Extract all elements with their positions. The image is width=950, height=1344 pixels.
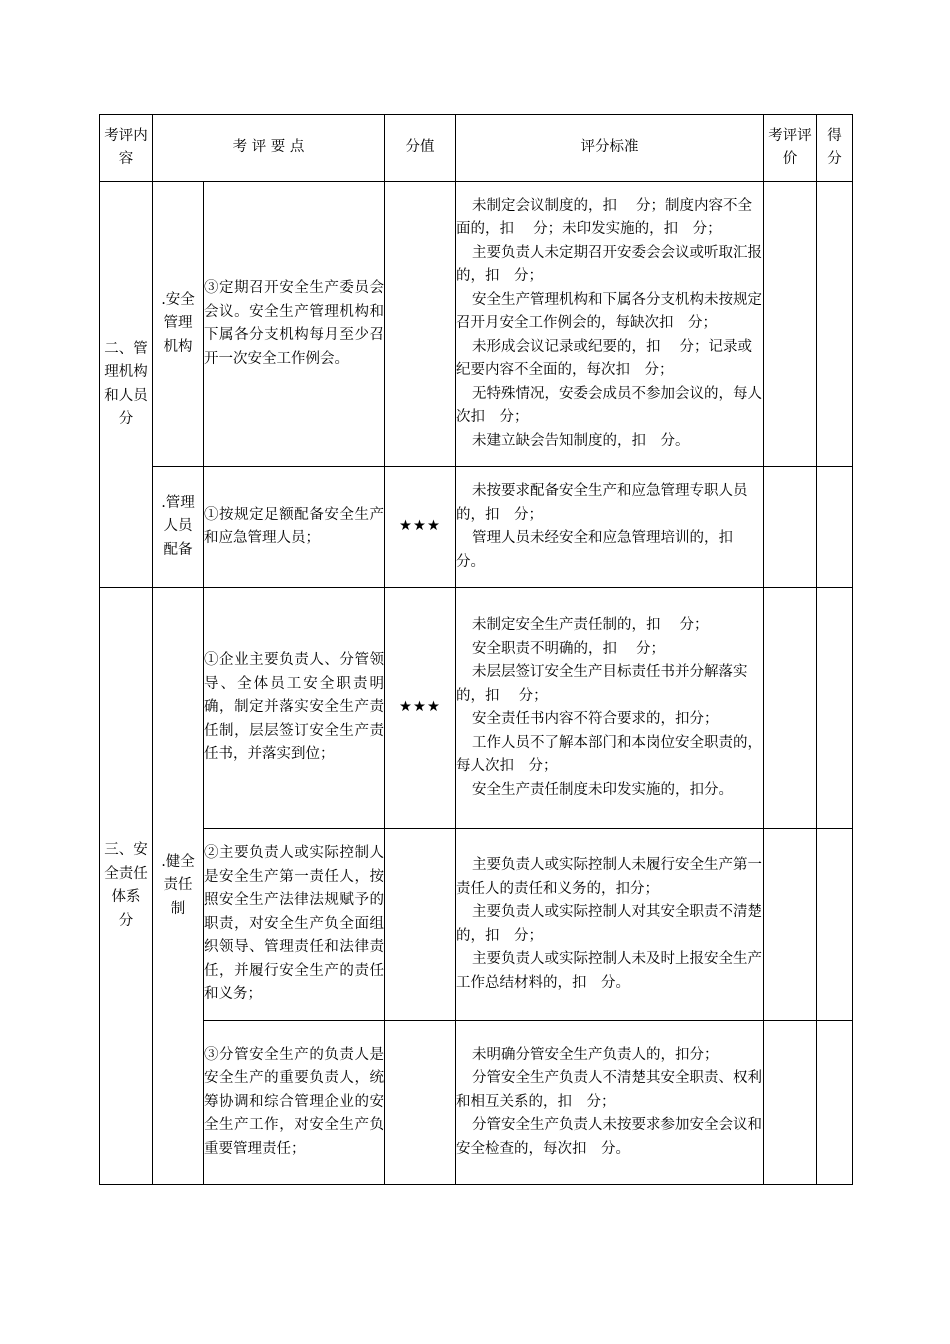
evaluation-point: ①企业主要负责人、分管领导、全体员工安全职责明确，制定并落实安全生产责任制，层层签订安全生产责任书，并落实到位； [204, 588, 385, 829]
score-cell [817, 182, 853, 467]
evaluation-point: ③定期召开安全生产委员会会议。安全生产管理机构和下属各分支机构每月至少召开一次安全工作例会。 [204, 182, 385, 467]
header-content: 考评内容 [100, 115, 153, 182]
table-row [100, 182, 853, 467]
evaluation-cell [764, 829, 817, 1021]
evaluation-table [99, 114, 853, 1185]
header-points: 考 评 要 点 [153, 115, 385, 182]
header-criteria: 评分标准 [456, 115, 764, 182]
score-cell [817, 588, 853, 829]
score-value [385, 182, 456, 467]
score-cell [817, 1021, 853, 1185]
sub-title: .健全责任制 [153, 588, 204, 1185]
criteria-line: 分管安全生产负责人未按要求参加安全会议和安全检查的，每次扣 分。 [456, 1117, 762, 1157]
criteria-line: 主要负责人未定期召开安委会会议或听取汇报的，扣 分； [456, 244, 762, 285]
criteria-line: 未按要求配备安全生产和应急管理专职人员的，扣 分； [456, 483, 748, 523]
section-title: 三、安全责任体系 分 [100, 588, 153, 1185]
criteria-line: 主要负责人或实际控制人对其安全职责不清楚的，扣 分； [456, 904, 762, 944]
header-score: 得分 [817, 115, 853, 182]
criteria-line: 未制定安全生产责任制的，扣 分； [471, 617, 709, 633]
table-row [100, 829, 853, 1021]
header-row [100, 115, 853, 182]
criteria-line: 分管安全生产负责人不清楚其安全职责、权利和相互关系的，扣 分； [456, 1070, 762, 1110]
criteria-line: 无特殊情况，安委会成员不参加会议的，每人次扣 分； [456, 385, 762, 426]
criteria-cell [456, 467, 764, 588]
evaluation-cell [764, 588, 817, 829]
criteria-line: 未层层签订安全生产目标责任书并分解落实的，扣 分； [456, 664, 748, 704]
criteria-line: 管理人员未经安全和应急管理培训的，扣 分。 [456, 530, 748, 570]
criteria-line: 工作人员不了解本部门和本岗位安全职责的， 每人次扣 分； [456, 734, 770, 774]
criteria-line: 未制定会议制度的，扣 分；制度内容不全面的，扣 分；未印发实施的，扣 分； [456, 197, 753, 238]
score-cell [817, 829, 853, 1021]
evaluation-point: ③分管安全生产的负责人是安全生产的重要负责人，统筹协调和综合管理企业的安全生产工作，对安全生产负重要管理责任； [204, 1021, 385, 1185]
criteria-line: 未形成会议记录或纪要的，扣 分；记录或纪要内容不全面的，每次扣 分； [456, 338, 753, 379]
table-row [100, 1021, 853, 1185]
criteria-cell [456, 182, 764, 467]
header-score-value: 分值 [385, 115, 456, 182]
evaluation-point: ①按规定足额配备安全生产和应急管理人员； [204, 467, 385, 588]
table-row [100, 467, 853, 588]
score-cell [817, 467, 853, 588]
score-value [385, 829, 456, 1021]
table-row [100, 588, 853, 829]
evaluation-cell [764, 467, 817, 588]
criteria-line: 主要负责人或实际控制人未及时上报安全生产工作总结材料的，扣 分。 [456, 951, 762, 991]
section-title: 二、管理机构和人员 分 [100, 182, 153, 588]
sub-title: .管理人员配备 [153, 467, 204, 588]
criteria-line: 安全生产责任制度未印发实施的，扣分。 [471, 781, 733, 798]
criteria-cell [456, 829, 764, 1021]
score-value [385, 1021, 456, 1185]
criteria-line: 安全职责不明确的，扣 分； [471, 640, 666, 657]
header-evaluation: 考评评价 [764, 115, 817, 182]
sub-title: .安全管理机构 [153, 182, 204, 467]
criteria-line: 未建立缺会告知制度的，扣 分。 [471, 432, 690, 449]
criteria-line: 未明确分管安全生产负责人的，扣分； [471, 1046, 719, 1063]
criteria-line: 安全生产管理机构和下属各分支机构未按规定召开月安全工作例会的，每缺次扣 分； [456, 291, 762, 332]
evaluation-point: ②主要负责人或实际控制人是安全生产第一责任人，按照安全生产法律法规赋予的职责，对安全生产负全面组织领导、管理责任和法律责任，并履行安全生产的责任和义务； [204, 829, 385, 1021]
evaluation-cell [764, 1021, 817, 1185]
score-value: ★★★ [385, 588, 456, 829]
criteria-line: 主要负责人或实际控制人未履行安全生产第一责任人的责任和义务的，扣分； [456, 857, 762, 897]
criteria-cell [456, 1021, 764, 1185]
score-value: ★★★ [385, 467, 456, 588]
evaluation-cell [764, 182, 817, 467]
criteria-cell [456, 588, 770, 829]
criteria-line: 安全责任书内容不符合要求的，扣分； [471, 711, 719, 727]
